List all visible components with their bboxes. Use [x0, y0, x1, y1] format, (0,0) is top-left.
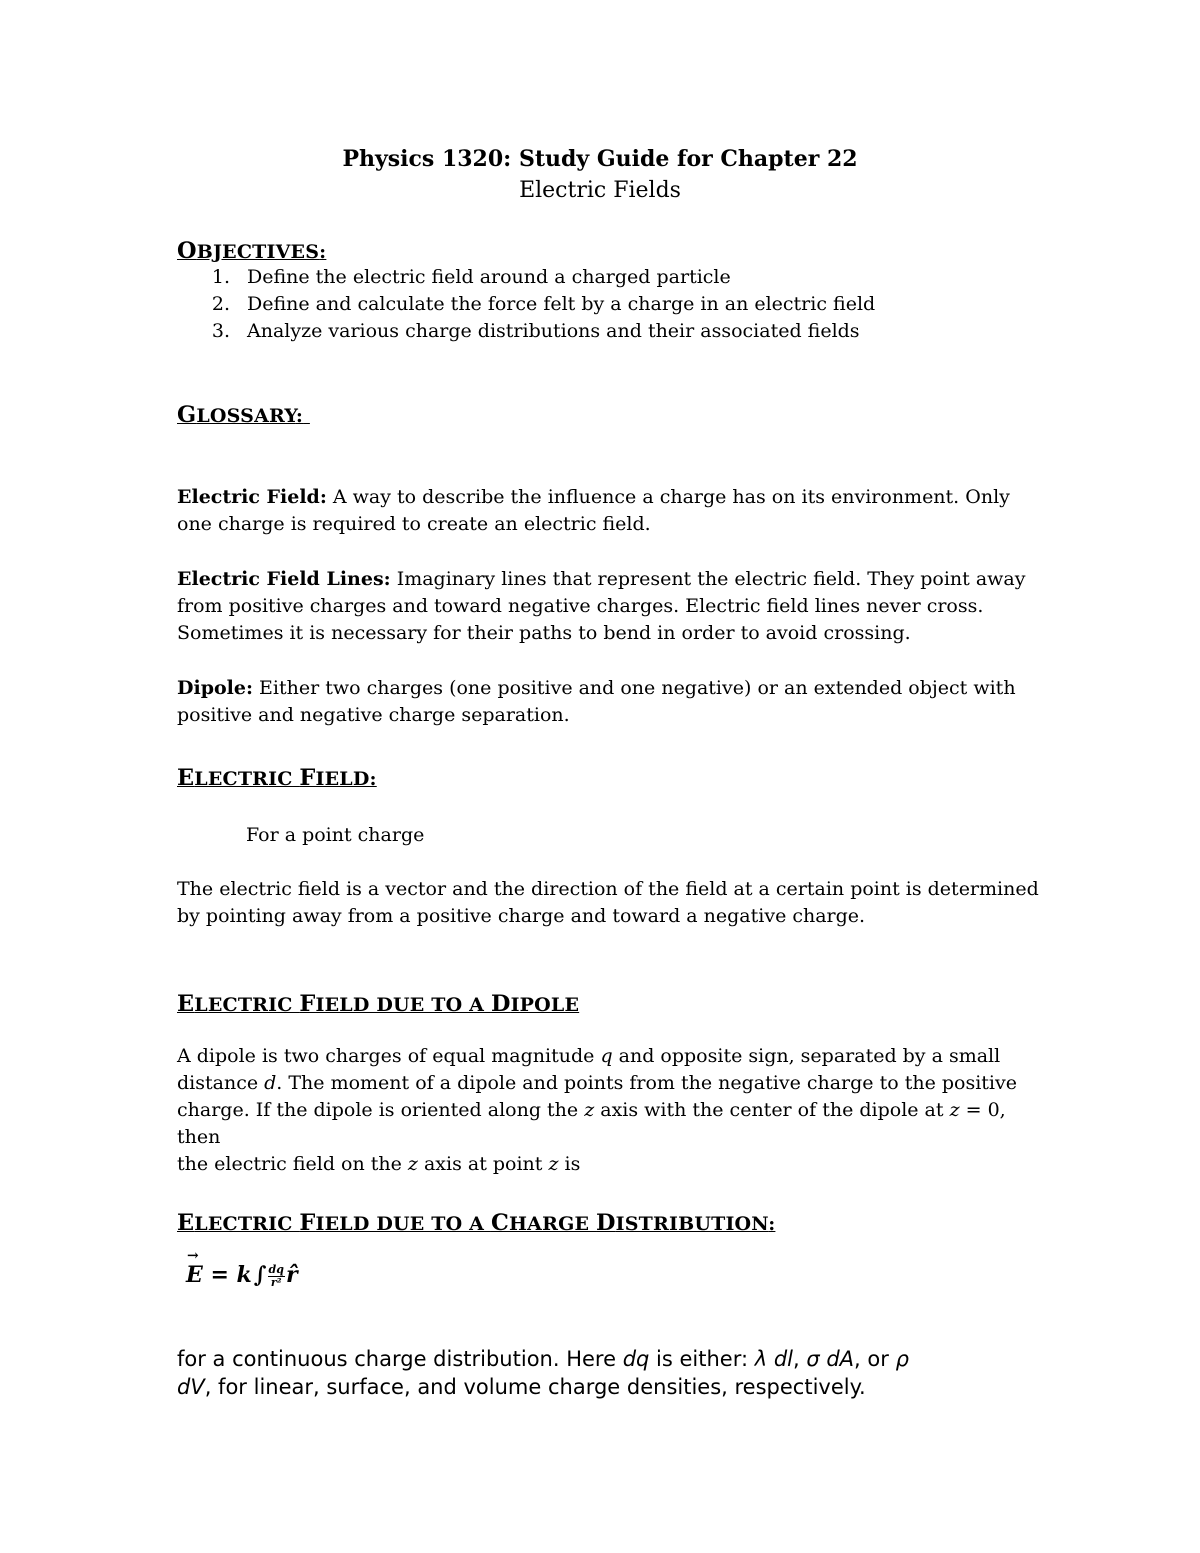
variable-lambda-dl: λ dl [754, 1347, 793, 1371]
paragraph-line: The electric field is a vector and the direction of the field at a certain point is determined [177, 878, 1039, 900]
formula-equals: = [202, 1262, 237, 1288]
objectives-heading-initial: O [177, 238, 197, 264]
paragraph-line: by pointing away from a positive charge and toward a negative charge. [177, 905, 866, 927]
glossary-entry-dipole [177, 675, 1047, 729]
document-subtitle: Electric Fields [519, 178, 681, 203]
objective-number: 2. [211, 293, 230, 315]
vector-arrow-icon: → [187, 1248, 199, 1264]
variable-d: d [264, 1072, 277, 1094]
text-run: axis with the center of the dipole at [594, 1099, 950, 1121]
glossary-entry-electric-field [177, 484, 1047, 538]
variable-z: z [407, 1153, 418, 1175]
glossary-heading-rest: LOSSARY [196, 405, 296, 427]
heading-initial: F [299, 765, 316, 791]
heading-text: ISTRIBUTION [615, 1213, 769, 1235]
variable-rho: ρ [895, 1347, 909, 1371]
heading-initial: E [177, 765, 195, 791]
field-integral-formula [186, 1248, 298, 1289]
text-run: for a continuous charge distribution. Here [177, 1347, 623, 1371]
heading-text: IELD DUE TO A [315, 1213, 491, 1235]
glossary-entry-field-lines [177, 566, 1047, 647]
glossary-line [177, 484, 1047, 511]
text-run: is [558, 1153, 581, 1175]
text-run: charge. If the dipole is oriented along the [177, 1099, 585, 1121]
objective-number: 1. [211, 266, 230, 288]
objective-text: Define the electric field around a charged particle [247, 266, 731, 288]
glossary-definition: Sometimes it is necessary for their paths to bend in order to avoid crossing. [177, 622, 911, 644]
heading-text: IELD DUE TO A [315, 994, 491, 1016]
objective-number: 3. [211, 320, 230, 342]
paragraph-line [177, 1043, 1047, 1070]
variable-z: z [584, 1099, 595, 1121]
glossary-definition: Either two charges (one positive and one negative) or an extended object with [252, 677, 1016, 699]
glossary-line [177, 566, 1047, 593]
objectives-heading [177, 238, 326, 264]
heading-initial: F [299, 1210, 316, 1236]
heading-text: HARGE [509, 1213, 597, 1235]
variable-q: q [600, 1045, 613, 1067]
paragraph-line [177, 1373, 1057, 1401]
heading-initial: C [490, 1210, 509, 1236]
glossary-definition: positive and negative charge separation. [177, 704, 570, 726]
heading-text: IPOLE [510, 994, 580, 1016]
text-run: , [793, 1347, 807, 1371]
electric-field-paragraph [177, 876, 1047, 930]
glossary-line [177, 675, 1047, 702]
objectives-heading-colon: : [319, 241, 327, 263]
formula-fraction [268, 1264, 285, 1289]
fraction-denominator: r² [270, 1275, 282, 1289]
objectives-heading-rest: BJECTIVES [196, 241, 320, 263]
text-run: and opposite sign, separated by a small [612, 1045, 1001, 1067]
glossary-definition: from positive charges and toward negative charges. Electric field lines never cross. [177, 595, 984, 617]
variable-sigma-da: σ dA [806, 1347, 855, 1371]
heading-text: IELD [315, 768, 370, 790]
heading-initial: D [596, 1210, 616, 1236]
dipole-heading [177, 991, 579, 1017]
glossary-heading-colon: : [295, 405, 304, 427]
text-run: . The moment of a dipole and points from the negative charge to the positive [276, 1072, 1017, 1094]
heading-text: LECTRIC [194, 768, 300, 790]
glossary-heading [177, 402, 310, 428]
glossary-definition: one charge is required to create an electric field. [177, 513, 651, 535]
text-run: the electric field on the [177, 1153, 408, 1175]
heading-text: LECTRIC [194, 994, 300, 1016]
heading-initial: F [299, 991, 316, 1017]
variable-dq: dq [622, 1347, 650, 1371]
glossary-term: Electric Field Lines: [177, 568, 391, 590]
paragraph-line [177, 1151, 1047, 1178]
text-run: A dipole is two charges of equal magnitude [177, 1045, 601, 1067]
glossary-term: Electric Field: [177, 486, 327, 508]
formula-lhs: E [186, 1262, 203, 1288]
text-run: is either: [649, 1347, 755, 1371]
dipole-paragraph [177, 1043, 1047, 1178]
heading-initial: E [177, 1210, 195, 1236]
paragraph-line [177, 1097, 1047, 1151]
heading-text: : [768, 1213, 776, 1235]
heading-initial: D [490, 991, 511, 1017]
text-run: , or [854, 1347, 896, 1371]
variable-dv: dV [177, 1375, 205, 1399]
text-run: distance [177, 1072, 265, 1094]
heading-text: : [369, 768, 377, 790]
fraction-numerator: dq [268, 1262, 284, 1276]
text-run: = 0, then [177, 1099, 1006, 1148]
field-vector-symbol [186, 1248, 203, 1288]
text-run: axis at point [417, 1153, 549, 1175]
charge-distribution-heading [177, 1210, 775, 1236]
charge-distribution-paragraph [177, 1345, 1057, 1401]
objective-text: Define and calculate the force felt by a charge in an electric field [247, 293, 876, 315]
formula-rhat: r̂ [285, 1262, 298, 1288]
document-title: Physics 1320: Study Guide for Chapter 22 [342, 146, 858, 172]
electric-field-heading [177, 765, 377, 791]
point-charge-label: For a point charge [246, 824, 425, 846]
variable-z: z [548, 1153, 559, 1175]
glossary-heading-initial: G [177, 402, 197, 428]
paragraph-line [177, 1345, 1057, 1373]
paragraph-line [177, 1070, 1047, 1097]
objective-text: Analyze various charge distributions and their associated fields [247, 320, 860, 342]
glossary-definition: Imaginary lines that represent the electric field. They point away [390, 568, 1026, 590]
variable-z: z [949, 1099, 960, 1121]
glossary-term: Dipole: [177, 677, 253, 699]
glossary-definition: A way to describe the influence a charge has on its environment. Only [326, 486, 1010, 508]
heading-text: LECTRIC [194, 1213, 300, 1235]
heading-initial: E [177, 991, 195, 1017]
formula-k: k [236, 1262, 252, 1288]
text-run: , for linear, surface, and volume charge densities, respectively. [204, 1375, 866, 1399]
integral-icon: ∫ [253, 1262, 267, 1288]
